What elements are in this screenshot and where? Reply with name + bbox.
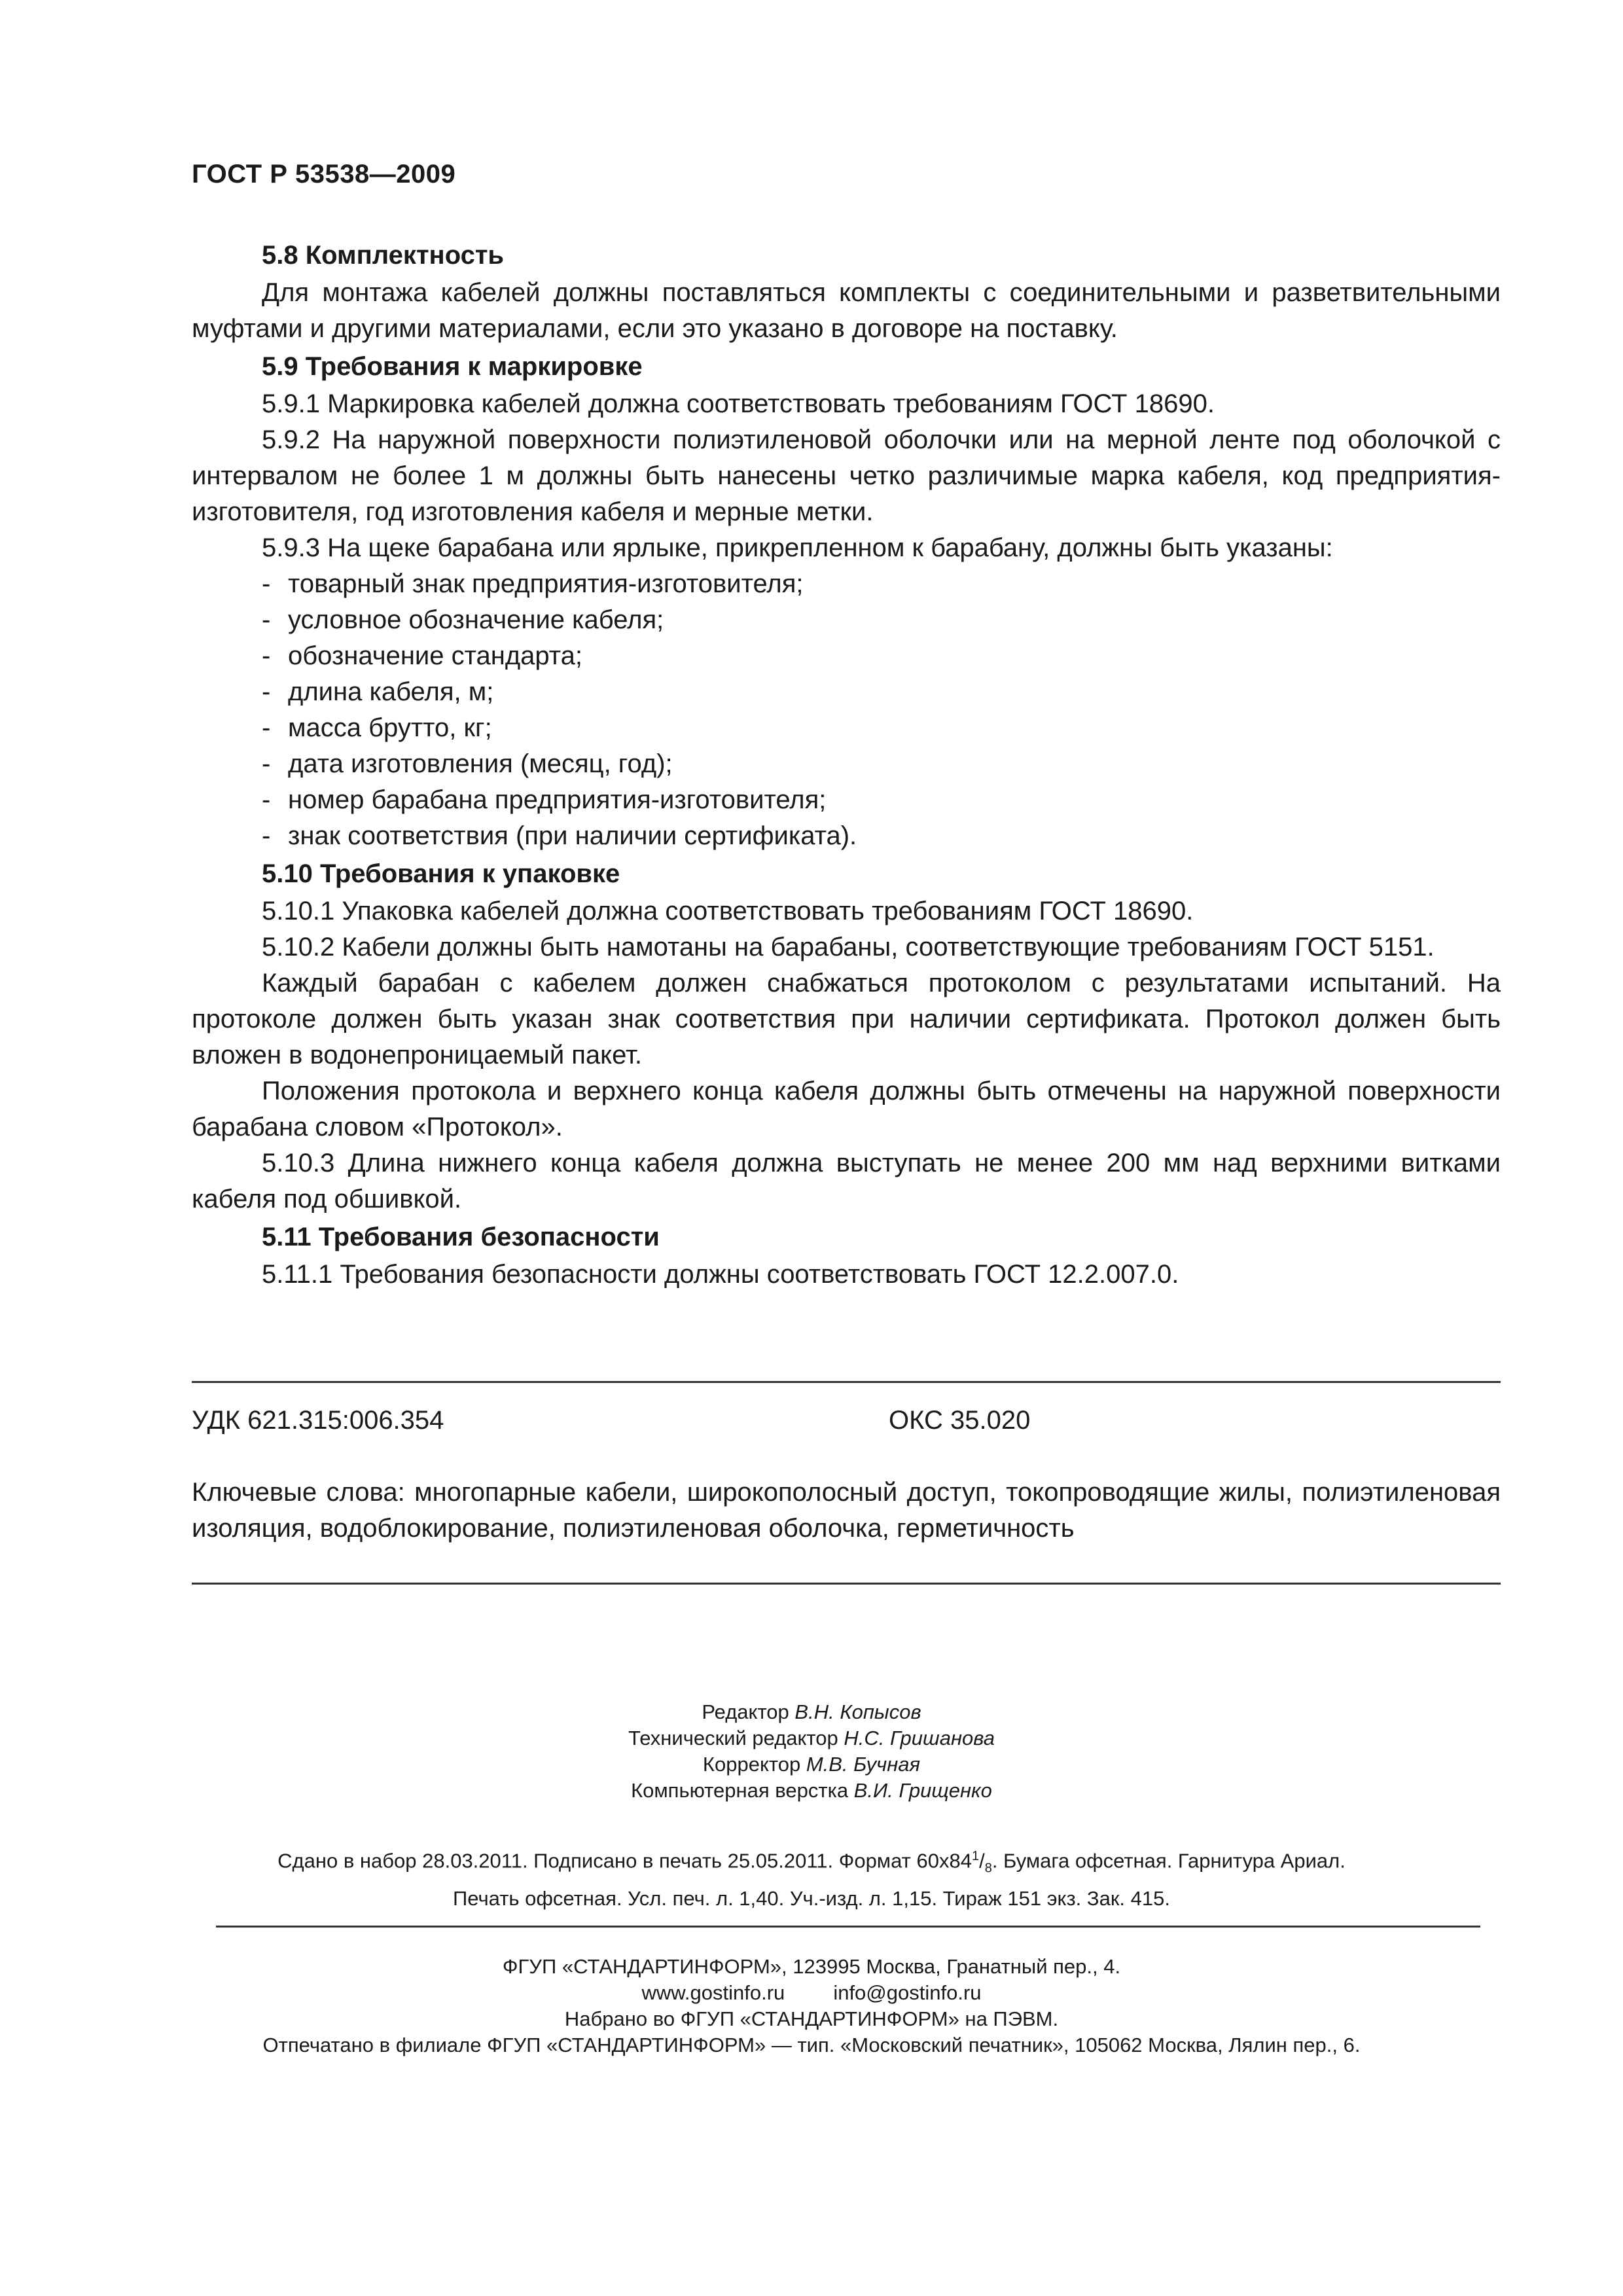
paragraph: 5.9.3 На щеке барабана или ярлыке, прикрепленном к барабану, должны быть указаны: bbox=[262, 533, 1333, 562]
credit-corrector: Корректор М.В. Бучная bbox=[702, 1753, 921, 1776]
list-dash: - bbox=[262, 605, 271, 634]
divider-top bbox=[192, 1381, 1501, 1383]
credits-block bbox=[0, 1699, 1623, 1804]
list-item: - масса брутто, кг; bbox=[192, 710, 1501, 746]
list-dash: - bbox=[262, 641, 271, 670]
list-dash: - bbox=[262, 821, 271, 850]
section-heading-5-8: 5.8 Комплектность bbox=[262, 241, 505, 270]
credit-tech-editor: Технический редактор Н.С. Гришанова bbox=[628, 1727, 995, 1749]
list-dash: - bbox=[262, 749, 271, 778]
list-item: - дата изготовления (месяц, год); bbox=[192, 746, 1501, 782]
paragraph: 5.10.3 Длина нижнего конца кабеля должна выступать не менее 200 мм над верхними витками кабеля под обшивкой. bbox=[192, 1149, 1501, 1213]
credit-layout: Компьютерная верстка В.И. Грищенко bbox=[631, 1779, 992, 1802]
list-item: - номер барабана предприятия-изготовителя; bbox=[192, 782, 1501, 818]
list-item: - обозначение стандарта; bbox=[192, 638, 1501, 674]
keywords: Ключевые слова: многопарные кабели, широкополосный доступ, токопроводящие жилы, полиэтиленовая изоляция, водоблокирование, полиэтиленовая оболочка, герметичность bbox=[192, 1478, 1501, 1543]
imprint-typeset: Набрано во ФГУП «СТАНДАРТИНФОРМ» на ПЭВМ. bbox=[564, 2007, 1059, 2030]
list-dash: - bbox=[262, 677, 271, 706]
oks-code: ОКС 35.020 bbox=[889, 1406, 1031, 1435]
imprint-publisher: ФГУП «СТАНДАРТИНФОРМ», 123995 Москва, Гранатный пер., 4. bbox=[502, 1955, 1121, 1978]
paragraph: Каждый барабан с кабелем должен снабжаться протоколом с результатами испытаний. На протоколе должен быть указан знак соответствия при наличии сертификата. Протокол должен быть вложен в водонепроницаемый пакет. bbox=[192, 969, 1501, 1069]
udk-code: УДК 621.315:006.354 bbox=[192, 1406, 444, 1435]
paragraph: 5.9.1 Маркировка кабелей должна соответствовать требованиям ГОСТ 18690. bbox=[262, 389, 1215, 418]
publication-line-2: Печать офсетная. Усл. печ. л. 1,40. Уч.-изд. л. 1,15. Тираж 151 экз. Зак. 415. bbox=[452, 1886, 1170, 1910]
paragraph: 5.10.1 Упаковка кабелей должна соответствовать требованиям ГОСТ 18690. bbox=[262, 897, 1194, 925]
list-item: - условное обозначение кабеля; bbox=[192, 602, 1501, 638]
paragraph: Положения протокола и верхнего конца кабеля должны быть отмечены на наружной поверхности барабана словом «Протокол». bbox=[192, 1077, 1501, 1141]
paragraph: 5.10.2 Кабели должны быть намотаны на барабаны, соответствующие требованиям ГОСТ 5151. bbox=[262, 933, 1435, 961]
publication-info bbox=[0, 1842, 1623, 1913]
list-dash: - bbox=[262, 785, 271, 814]
list-dash: - bbox=[262, 713, 271, 742]
paragraph: Для монтажа кабелей должны поставляться комплекты с соединительными и разветвительными муфтами и другими материалами, если это указано в договоре на поставку. bbox=[192, 278, 1501, 343]
website-link[interactable]: www.gostinfo.ru bbox=[641, 1981, 785, 2004]
imprint-printed: Отпечатано в филиале ФГУП «СТАНДАРТИНФОРМ» — тип. «Московский печатник», 105062 Москва, Лялин пер., 6. bbox=[262, 2034, 1361, 2056]
publication-line-1: Сдано в набор 28.03.2011. Подписано в печать 25.05.2011. Формат $60x84^1/_8$. Бумага офсетная. Гарнитура Ариал. bbox=[277, 1849, 1346, 1876]
section-heading-5-11: 5.11 Требования безопасности bbox=[262, 1223, 660, 1251]
divider-bottom bbox=[192, 1583, 1501, 1585]
imprint-contacts bbox=[0, 1980, 1623, 2006]
list-item: - длина кабеля, м; bbox=[192, 674, 1501, 710]
email-link[interactable]: info@gostinfo.ru bbox=[833, 1981, 982, 2004]
list-item: - товарный знак предприятия-изготовителя; bbox=[192, 566, 1501, 602]
section-heading-5-9: 5.9 Требования к маркировке bbox=[262, 352, 643, 381]
list-item: - знак соответствия (при наличии сертификата). bbox=[192, 818, 1501, 854]
main-body bbox=[192, 236, 1501, 1293]
list-dash: - bbox=[262, 569, 271, 598]
standard-code: ГОСТ Р 53538—2009 bbox=[192, 160, 456, 188]
paragraph: 5.9.2 На наружной поверхности полиэтиленовой оболочки или на мерной ленте под оболочкой с интервалом не более 1 м должны быть нанесены четко различимые марка кабеля, код предприятия-изготовителя, год изготовления кабеля и мерные метки. bbox=[192, 425, 1501, 526]
divider-imprint bbox=[216, 1926, 1480, 1928]
paragraph: 5.11.1 Требования безопасности должны соответствовать ГОСТ 12.2.007.0. bbox=[262, 1260, 1179, 1289]
section-heading-5-10: 5.10 Требования к упаковке bbox=[262, 859, 620, 888]
imprint-block bbox=[0, 1954, 1623, 2058]
credit-editor: Редактор В.Н. Копысов bbox=[702, 1700, 921, 1723]
